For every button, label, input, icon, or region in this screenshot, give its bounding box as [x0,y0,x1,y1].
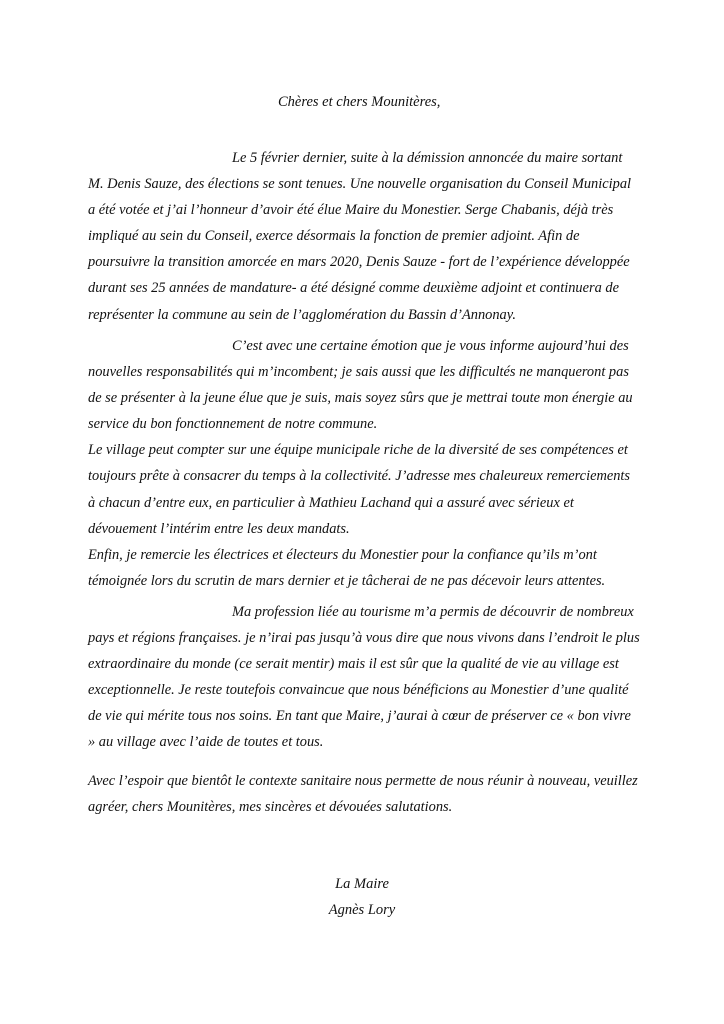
paragraph-text: C’est avec une certaine émotion que je vous informe aujourd’hui des nouvelles responsabilités qui m’incombent; je sais aussi que les difficultés ne manqueront pas de se présenter à la jeune élue que je suis, mais soyez sûrs que je mettrai toute mon énergie au service du bon fonctionnement de notre commune. [88,338,633,433]
paragraph-text: Enfin, je remercie les électrices et électeurs du Monestier pour la confiance qu’ils m’ont témoignée lors du scrutin de mars dernier et je tâcherai de ne pas décevoir leurs attentes. [88,546,606,589]
salutation: Chères et chers Mounitères, [278,94,441,110]
signature-name: Agnès Lory [328,902,396,918]
paragraph-text: Le 5 février dernier, suite à la démission annoncée du maire sortant M. Denis Sauze, des élections se sont tenues. Une nouvelle organisation du Conseil Municipal a été votée et j’ai l’honneur d’avoir été élue Maire du Monestier. Serge Chabanis, déjà très impliqué au sein du Conseil, exerce désormais la fonction de premier adjoint. Afin de poursuivre la transition amorcée en mars 2020, Denis Sauze - fort de l’expérience développée durant ses 25 années de mandature- a été désigné comme deuxième adjoint et continuera de représenter la commune au sein de l’agglomération du Bassin d’Annonay. [88,150,632,323]
signature-title: La Maire [335,876,389,892]
paragraph-election [88,145,640,328]
paragraph-text: Avec l’espoir que bientôt le contexte sanitaire nous permette de nous réunir à nouveau, veuillez agréer, chers Mounitères, mes sincères et dévouées salutations. [88,773,638,816]
paragraph-text: Ma profession liée au tourisme m’a permis de découvrir de nombreux pays et régions françaises. je n’irai pas jusqu’à vous dire que nous vivons dans l’endroit le plus extraordinaire du monde (ce serait mentir) mais il est sûr que la qualité de vie au village est exceptionnelle. Je reste toutefois convaincue que nous bénéficions au Monestier d’une qualité de vie qui mérite tous nos soins. En tant que Maire, j’aurai à cœur de préserver ce « bon vivre » au village avec l’aide de toutes et tous. [88,604,640,751]
paragraph-village [88,599,640,756]
paragraph-closing [88,768,640,820]
paragraph-text: Le village peut compter sur une équipe municipale riche de la diversité de ses compétences et toujours prête à consacrer du temps à la collectivité. J’adresse mes chaleureux remerciements à chacun d’entre eux, en particulier à Mathieu Lachand qui a assuré avec sérieux et dévouement l’intérim entre les deux mandats. [88,442,631,537]
paragraph-responsibilities [88,333,640,594]
